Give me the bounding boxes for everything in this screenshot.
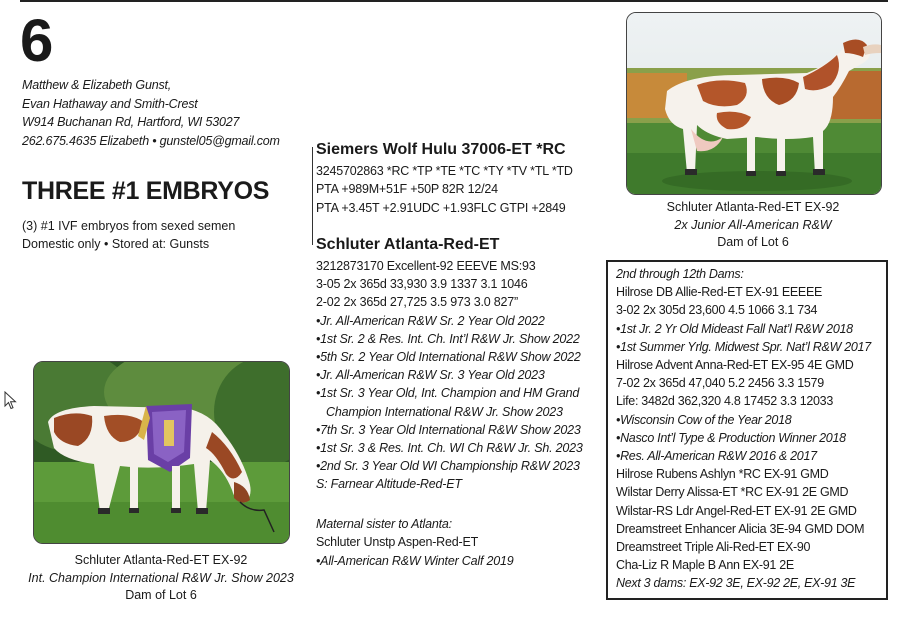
pedigree-line: Hilrose Rubens Ashlyn *RC EX-91 GMD	[616, 467, 829, 482]
dam-honor: Champion International R&W Jr. Show 2023	[326, 404, 563, 419]
pedigree-line: •Nasco Int’l Type & Production Winner 2018	[616, 430, 846, 445]
maternal-heading: Maternal sister to Atlanta:	[316, 517, 452, 531]
pedigree-line: Next 3 dams: EX-92 3E, EX-92 2E, EX-91 3E	[616, 576, 856, 591]
offer-details	[22, 217, 235, 253]
lot-number: 6	[20, 7, 54, 74]
cow-standing-image	[627, 13, 881, 194]
dam-honor: •7th Sr. 3 Year Old International R&W Show 2023	[316, 422, 581, 437]
dam-block	[316, 235, 606, 494]
pedigree-box	[606, 260, 888, 600]
pedigree-line: 7-02 2x 365d 47,040 5.2 2456 3.3 1579	[616, 376, 824, 391]
maternal-sister-block	[316, 515, 606, 570]
offer-line: (3) #1 IVF embryos from sexed semen	[22, 219, 236, 233]
dam-sire: S: Farnear Altitude-Red-ET	[316, 477, 462, 492]
sire-detail: PTA +3.45T +2.91UDC +1.93FLC GTPI +2849	[316, 200, 566, 215]
pedigree-line: Hilrose Advent Anna-Red-ET EX-95 4E GMD	[616, 358, 854, 373]
pedigree-line: •1st Jr. 2 Yr Old Mideast Fall Nat’l R&W 2018	[616, 321, 853, 336]
consignor-address: W914 Buchanan Rd, Hartford, WI 53027	[22, 115, 240, 129]
pedigree-line: Cha-Liz R Maple B Ann EX-91 2E	[616, 558, 794, 573]
consignor-names-2: Evan Hathaway and Smith-Crest	[22, 96, 198, 111]
dam-honor: •Jr. All-American R&W Sr. 3 Year Old 2023	[316, 368, 545, 383]
maternal-name: Schluter Unstp Aspen-Red-ET	[316, 535, 479, 550]
pedigree-heading: 2nd through 12th Dams:	[616, 267, 744, 281]
pedigree-line: Life: 3482d 362,320 4.8 17452 3.3 12033	[616, 394, 833, 409]
consignor-names: Matthew & Elizabeth Gunst,	[22, 78, 172, 92]
dam-honor: •2nd Sr. 3 Year Old WI Championship R&W 2023	[316, 459, 580, 474]
dam-name: Schluter Atlanta-Red-ET	[316, 236, 500, 253]
photo-left-caption	[20, 552, 302, 605]
pedigree-line: •1st Summer Yrlg. Midwest Spr. Nat’l R&W 2017	[616, 339, 871, 354]
caption-title: Schluter Atlanta-Red-ET EX-92	[666, 200, 840, 214]
caption-honor: 2x Junior All-American R&W	[674, 217, 832, 232]
lot-headline: THREE #1 EMBRYOS	[22, 177, 270, 205]
mouse-pointer-icon	[4, 391, 18, 411]
cow-photo-left	[33, 361, 290, 544]
photo-right-caption	[626, 199, 880, 252]
pedigree-line: Dreamstreet Triple Ali-Red-ET EX-90	[616, 540, 811, 555]
dam-honor: •1st Sr. 3 Year Old, Int. Champion and HM Grand	[316, 386, 580, 401]
dam-honor: •1st Sr. 2 & Res. Int. Ch. Int’l R&W Jr. Show 2022	[316, 331, 580, 346]
pedigree-line: Wilstar-RS Ldr Angel-Red-ET EX-91 2E GMD	[616, 503, 857, 518]
dam-record: 2-02 2x 365d 27,725 3.5 973 3.0 827”	[316, 295, 518, 310]
consignor-info	[22, 76, 280, 150]
caption-honor: Int. Champion International R&W Jr. Show 2023	[28, 570, 294, 585]
pedigree-line: Dreamstreet Enhancer Alicia 3E-94 GMD DOM	[616, 521, 865, 536]
maternal-honor: •All-American R&W Winter Calf 2019	[316, 553, 514, 568]
sire-name: Siemers Wolf Hulu 37006-ET *RC	[316, 141, 566, 158]
dam-honor: •1st Sr. 3 & Res. Int. Ch. WI Ch R&W Jr. Sh. 2023	[316, 441, 583, 456]
caption-note: Dam of Lot 6	[125, 588, 197, 602]
top-rule	[20, 0, 888, 2]
sire-detail: 3245702863 *RC *TP *TE *TC *TY *TV *TL *TD	[316, 164, 573, 178]
sire-detail: PTA +989M+51F +50P 82R 12/24	[316, 182, 498, 197]
caption-title: Schluter Atlanta-Red-ET EX-92	[74, 553, 248, 567]
pedigree-line: Hilrose DB Allie-Red-ET EX-91 EEEEE	[616, 285, 823, 300]
dam-honor: •5th Sr. 2 Year Old International R&W Show 2022	[316, 350, 581, 365]
dam-honor: •Jr. All-American R&W Sr. 2 Year Old 2022	[316, 313, 545, 328]
offer-line: Domestic only • Stored at: Gunsts	[22, 237, 210, 251]
dam-record: 3-05 2x 365d 33,930 3.9 1337 3.1 1046	[316, 277, 528, 292]
caption-note: Dam of Lot 6	[717, 235, 789, 249]
sire-divider	[312, 147, 313, 245]
sire-block	[316, 140, 606, 217]
cow-grazing-image	[34, 362, 289, 543]
consignor-contact: 262.675.4635 Elizabeth • gunstel05@gmail.com	[22, 133, 280, 148]
pedigree-line: 3-02 2x 305d 23,600 4.5 1066 3.1 734	[616, 303, 818, 318]
pedigree-line: Wilstar Derry Alissa-ET *RC EX-91 2E GMD	[616, 485, 849, 500]
cow-photo-right	[626, 12, 882, 195]
pedigree-line: •Res. All-American R&W 2016 & 2017	[616, 449, 817, 464]
dam-detail: 3212873170 Excellent-92 EEEVE MS:93	[316, 259, 536, 273]
pedigree-line: •Wisconsin Cow of the Year 2018	[616, 412, 792, 427]
